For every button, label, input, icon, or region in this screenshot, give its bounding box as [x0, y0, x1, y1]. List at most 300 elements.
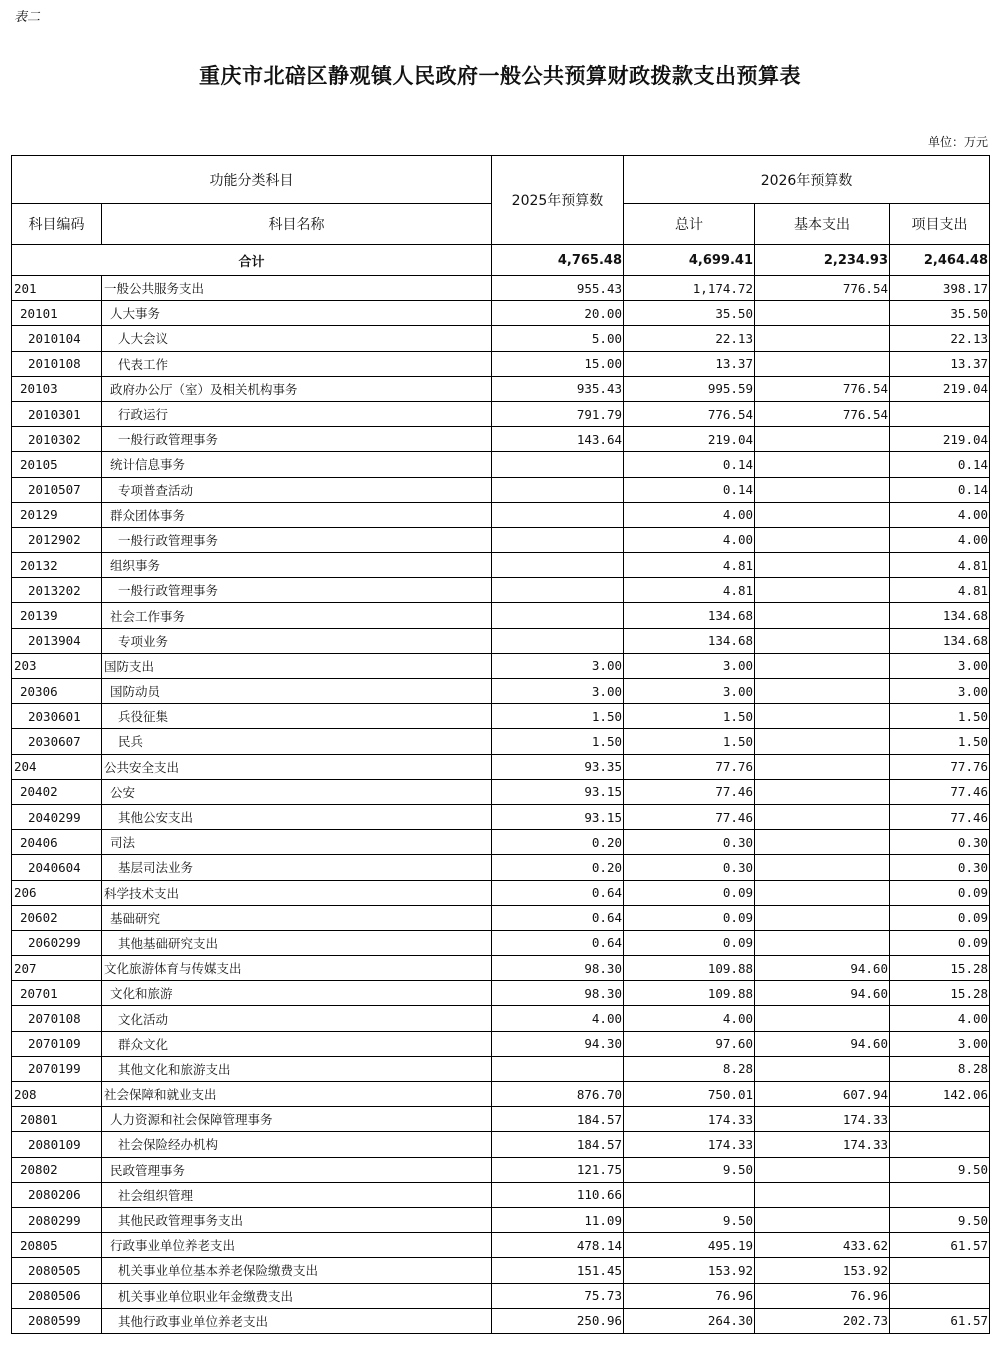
row-b2025: 250.96 [492, 1308, 624, 1333]
row-project: 77.46 [890, 804, 990, 829]
row-total: 77.46 [624, 779, 755, 804]
row-b2025: 98.30 [492, 981, 624, 1006]
row-total: 22.13 [624, 326, 755, 351]
row-name: 统计信息事务 [102, 452, 492, 477]
row-code: 2010301 [12, 401, 102, 426]
row-project: 142.06 [890, 1082, 990, 1107]
row-code: 2080206 [12, 1182, 102, 1207]
row-total: 4.00 [624, 1006, 755, 1031]
table-row [12, 779, 990, 804]
table-row [12, 754, 990, 779]
table-row [12, 855, 990, 880]
row-name: 行政事业单位养老支出 [102, 1233, 492, 1258]
row-code: 2030601 [12, 704, 102, 729]
row-b2025: 98.30 [492, 956, 624, 981]
row-basic [755, 754, 890, 779]
row-code: 20101 [12, 301, 102, 326]
row-total: 35.50 [624, 301, 755, 326]
header-budget-2025: 2025年预算数 [492, 156, 624, 245]
row-basic [755, 679, 890, 704]
header-code: 科目编码 [12, 204, 102, 245]
row-name: 行政运行 [102, 401, 492, 426]
table-row [12, 1056, 990, 1081]
row-basic [755, 1207, 890, 1232]
row-b2025: 955.43 [492, 276, 624, 301]
row-b2025: 0.20 [492, 855, 624, 880]
row-total: 109.88 [624, 981, 755, 1006]
row-code: 20103 [12, 376, 102, 401]
row-basic [755, 905, 890, 930]
table-row [12, 830, 990, 855]
row-code: 20129 [12, 502, 102, 527]
table-row [12, 527, 990, 552]
row-code: 2010108 [12, 351, 102, 376]
row-name: 公安 [102, 779, 492, 804]
row-project: 9.50 [890, 1207, 990, 1232]
row-basic: 776.54 [755, 376, 890, 401]
row-basic: 174.33 [755, 1132, 890, 1157]
row-b2025: 5.00 [492, 326, 624, 351]
table-row [12, 452, 990, 477]
row-b2025: 3.00 [492, 653, 624, 678]
row-name: 文化活动 [102, 1006, 492, 1031]
row-total: 134.68 [624, 628, 755, 653]
total-row [12, 245, 990, 276]
row-total: 1.50 [624, 729, 755, 754]
table-row [12, 477, 990, 502]
row-total: 174.33 [624, 1132, 755, 1157]
row-basic [755, 704, 890, 729]
row-basic: 202.73 [755, 1308, 890, 1333]
row-total [624, 1182, 755, 1207]
row-b2025 [492, 603, 624, 628]
table-tag: 表二 [14, 10, 41, 25]
row-code: 2070199 [12, 1056, 102, 1081]
row-project: 0.09 [890, 880, 990, 905]
table-row [12, 603, 990, 628]
table-row [12, 729, 990, 754]
row-basic [755, 628, 890, 653]
table-row [12, 351, 990, 376]
table-row [12, 1082, 990, 1107]
row-total: 264.30 [624, 1308, 755, 1333]
row-basic [755, 452, 890, 477]
row-b2025: 121.75 [492, 1157, 624, 1182]
row-b2025: 876.70 [492, 1082, 624, 1107]
table-row [12, 401, 990, 426]
row-name: 基层司法业务 [102, 855, 492, 880]
header-basic: 基本支出 [755, 204, 890, 245]
row-code: 207 [12, 956, 102, 981]
row-b2025 [492, 477, 624, 502]
budget-table [11, 155, 990, 1334]
row-b2025: 94.30 [492, 1031, 624, 1056]
table-row [12, 553, 990, 578]
row-b2025: 93.15 [492, 804, 624, 829]
row-name: 政府办公厅（室）及相关机构事务 [102, 376, 492, 401]
table-row [12, 276, 990, 301]
total-project: 2,464.48 [890, 245, 990, 276]
row-total: 8.28 [624, 1056, 755, 1081]
row-code: 2030607 [12, 729, 102, 754]
table-row [12, 376, 990, 401]
row-code: 2060299 [12, 930, 102, 955]
table-row [12, 1308, 990, 1333]
row-code: 2040299 [12, 804, 102, 829]
row-project: 9.50 [890, 1157, 990, 1182]
row-project: 1.50 [890, 729, 990, 754]
row-basic [755, 578, 890, 603]
row-name: 社会组织管理 [102, 1182, 492, 1207]
row-name: 民政管理事务 [102, 1157, 492, 1182]
row-total: 174.33 [624, 1107, 755, 1132]
row-b2025: 0.64 [492, 880, 624, 905]
row-basic [755, 804, 890, 829]
row-total: 0.14 [624, 477, 755, 502]
row-total: 77.46 [624, 804, 755, 829]
row-b2025: 151.45 [492, 1258, 624, 1283]
row-basic: 76.96 [755, 1283, 890, 1308]
row-code: 20105 [12, 452, 102, 477]
row-total: 3.00 [624, 679, 755, 704]
table-row [12, 804, 990, 829]
table-row [12, 1107, 990, 1132]
row-name: 民兵 [102, 729, 492, 754]
row-code: 201 [12, 276, 102, 301]
row-code: 20805 [12, 1233, 102, 1258]
row-name: 社会工作事务 [102, 603, 492, 628]
row-code: 2070108 [12, 1006, 102, 1031]
row-project: 15.28 [890, 981, 990, 1006]
row-basic [755, 502, 890, 527]
row-name: 兵役征集 [102, 704, 492, 729]
row-code: 2010507 [12, 477, 102, 502]
row-total: 0.09 [624, 905, 755, 930]
row-basic [755, 653, 890, 678]
page-title: 重庆市北碚区静观镇人民政府一般公共预算财政拨款支出预算表 [199, 63, 801, 88]
row-basic: 174.33 [755, 1107, 890, 1132]
row-b2025 [492, 527, 624, 552]
row-code: 203 [12, 653, 102, 678]
row-code: 2080109 [12, 1132, 102, 1157]
row-basic [755, 779, 890, 804]
row-b2025 [492, 502, 624, 527]
row-b2025: 184.57 [492, 1107, 624, 1132]
row-project: 13.37 [890, 351, 990, 376]
table-row [12, 628, 990, 653]
header-category: 功能分类科目 [12, 156, 492, 204]
row-name: 机关事业单位基本养老保险缴费支出 [102, 1258, 492, 1283]
row-basic [755, 527, 890, 552]
row-basic [755, 1056, 890, 1081]
row-project: 219.04 [890, 427, 990, 452]
row-total: 1.50 [624, 704, 755, 729]
row-total: 0.09 [624, 930, 755, 955]
row-b2025: 75.73 [492, 1283, 624, 1308]
row-name: 国防动员 [102, 679, 492, 704]
table-row [12, 1283, 990, 1308]
row-name: 其他行政事业单位养老支出 [102, 1308, 492, 1333]
row-name: 机关事业单位职业年金缴费支出 [102, 1283, 492, 1308]
row-total: 109.88 [624, 956, 755, 981]
row-basic: 94.60 [755, 956, 890, 981]
row-project: 398.17 [890, 276, 990, 301]
row-basic: 94.60 [755, 1031, 890, 1056]
row-project: 1.50 [890, 704, 990, 729]
row-name: 一般行政管理事务 [102, 527, 492, 552]
table-row [12, 1132, 990, 1157]
row-project [890, 1182, 990, 1207]
row-code: 20132 [12, 553, 102, 578]
row-b2025: 143.64 [492, 427, 624, 452]
table-row [12, 653, 990, 678]
total-label: 合计 [12, 245, 492, 276]
row-name: 一般行政管理事务 [102, 427, 492, 452]
row-b2025 [492, 1056, 624, 1081]
total-b2025: 4,765.48 [492, 245, 624, 276]
row-b2025: 791.79 [492, 401, 624, 426]
row-code: 204 [12, 754, 102, 779]
row-total: 13.37 [624, 351, 755, 376]
table-row [12, 1031, 990, 1056]
row-total: 76.96 [624, 1283, 755, 1308]
table-row [12, 427, 990, 452]
row-basic: 607.94 [755, 1082, 890, 1107]
row-b2025: 1.50 [492, 729, 624, 754]
row-total: 77.76 [624, 754, 755, 779]
row-code: 20701 [12, 981, 102, 1006]
table-row [12, 956, 990, 981]
row-project: 3.00 [890, 653, 990, 678]
row-project: 15.28 [890, 956, 990, 981]
row-project: 0.14 [890, 477, 990, 502]
row-project: 0.30 [890, 830, 990, 855]
row-code: 20802 [12, 1157, 102, 1182]
row-name: 社会保险经办机构 [102, 1132, 492, 1157]
row-basic [755, 301, 890, 326]
row-total: 9.50 [624, 1157, 755, 1182]
row-total: 4.81 [624, 578, 755, 603]
row-project: 134.68 [890, 603, 990, 628]
row-name: 科学技术支出 [102, 880, 492, 905]
row-project: 219.04 [890, 376, 990, 401]
total-total: 4,699.41 [624, 245, 755, 276]
row-b2025: 1.50 [492, 704, 624, 729]
row-code: 2013202 [12, 578, 102, 603]
row-name: 司法 [102, 830, 492, 855]
row-total: 219.04 [624, 427, 755, 452]
row-project: 35.50 [890, 301, 990, 326]
row-b2025: 93.15 [492, 779, 624, 804]
row-code: 2080506 [12, 1283, 102, 1308]
row-basic: 776.54 [755, 276, 890, 301]
row-b2025: 20.00 [492, 301, 624, 326]
row-project: 0.09 [890, 930, 990, 955]
table-row [12, 326, 990, 351]
row-code: 20801 [12, 1107, 102, 1132]
table-row [12, 1157, 990, 1182]
header-name: 科目名称 [102, 204, 492, 245]
table-row [12, 1207, 990, 1232]
row-project: 4.00 [890, 1006, 990, 1031]
row-basic [755, 855, 890, 880]
row-code: 2012902 [12, 527, 102, 552]
row-project [890, 1132, 990, 1157]
header-budget-2026: 2026年预算数 [624, 156, 990, 204]
row-name: 组织事务 [102, 553, 492, 578]
row-name: 群众团体事务 [102, 502, 492, 527]
row-b2025: 0.64 [492, 930, 624, 955]
row-name: 代表工作 [102, 351, 492, 376]
row-total: 0.14 [624, 452, 755, 477]
row-name: 一般行政管理事务 [102, 578, 492, 603]
row-project: 77.46 [890, 779, 990, 804]
row-project: 77.76 [890, 754, 990, 779]
table-row [12, 502, 990, 527]
row-total: 776.54 [624, 401, 755, 426]
row-total: 4.00 [624, 527, 755, 552]
row-basic: 433.62 [755, 1233, 890, 1258]
header-project: 项目支出 [890, 204, 990, 245]
row-b2025: 0.64 [492, 905, 624, 930]
row-name: 公共安全支出 [102, 754, 492, 779]
row-name: 其他基础研究支出 [102, 930, 492, 955]
row-total: 0.09 [624, 880, 755, 905]
row-code: 2080599 [12, 1308, 102, 1333]
row-project: 0.30 [890, 855, 990, 880]
row-basic [755, 1157, 890, 1182]
row-code: 208 [12, 1082, 102, 1107]
row-name: 人大会议 [102, 326, 492, 351]
row-basic [755, 603, 890, 628]
row-b2025 [492, 452, 624, 477]
row-project: 0.09 [890, 905, 990, 930]
table-row [12, 1258, 990, 1283]
row-b2025: 184.57 [492, 1132, 624, 1157]
table-row [12, 981, 990, 1006]
table-row [12, 1006, 990, 1031]
row-project: 0.14 [890, 452, 990, 477]
row-b2025: 0.20 [492, 830, 624, 855]
row-code: 2080505 [12, 1258, 102, 1283]
row-basic: 153.92 [755, 1258, 890, 1283]
row-name: 其他文化和旅游支出 [102, 1056, 492, 1081]
row-code: 2010104 [12, 326, 102, 351]
row-name: 国防支出 [102, 653, 492, 678]
row-code: 20406 [12, 830, 102, 855]
row-total: 153.92 [624, 1258, 755, 1283]
row-basic [755, 427, 890, 452]
row-name: 社会保障和就业支出 [102, 1082, 492, 1107]
row-b2025 [492, 628, 624, 653]
row-project: 3.00 [890, 1031, 990, 1056]
row-project: 134.68 [890, 628, 990, 653]
table-row [12, 1182, 990, 1207]
row-name: 其他民政管理事务支出 [102, 1207, 492, 1232]
table-row [12, 1233, 990, 1258]
row-basic [755, 880, 890, 905]
row-total: 9.50 [624, 1207, 755, 1232]
row-project [890, 1107, 990, 1132]
row-name: 专项业务 [102, 628, 492, 653]
row-b2025: 3.00 [492, 679, 624, 704]
row-name: 文化和旅游 [102, 981, 492, 1006]
header-total: 总计 [624, 204, 755, 245]
row-project [890, 1258, 990, 1283]
row-code: 20306 [12, 679, 102, 704]
row-total: 134.68 [624, 603, 755, 628]
row-project: 61.57 [890, 1308, 990, 1333]
row-b2025: 478.14 [492, 1233, 624, 1258]
row-name: 群众文化 [102, 1031, 492, 1056]
row-project: 3.00 [890, 679, 990, 704]
row-total: 995.59 [624, 376, 755, 401]
row-basic: 776.54 [755, 401, 890, 426]
row-project: 4.81 [890, 553, 990, 578]
row-name: 文化旅游体育与传媒支出 [102, 956, 492, 981]
row-b2025 [492, 578, 624, 603]
row-basic: 94.60 [755, 981, 890, 1006]
table-row [12, 704, 990, 729]
table-row [12, 880, 990, 905]
row-code: 2010302 [12, 427, 102, 452]
row-b2025: 93.35 [492, 754, 624, 779]
row-project: 4.00 [890, 527, 990, 552]
row-code: 20402 [12, 779, 102, 804]
row-code: 206 [12, 880, 102, 905]
table-row [12, 905, 990, 930]
row-name: 人力资源和社会保障管理事务 [102, 1107, 492, 1132]
row-total: 4.00 [624, 502, 755, 527]
row-total: 1,174.72 [624, 276, 755, 301]
table-row [12, 301, 990, 326]
row-total: 495.19 [624, 1233, 755, 1258]
row-code: 20139 [12, 603, 102, 628]
row-basic [755, 326, 890, 351]
row-basic [755, 930, 890, 955]
row-project: 22.13 [890, 326, 990, 351]
table-row [12, 679, 990, 704]
row-total: 0.30 [624, 830, 755, 855]
row-name: 基础研究 [102, 905, 492, 930]
row-basic [755, 477, 890, 502]
row-project: 4.81 [890, 578, 990, 603]
total-basic: 2,234.93 [755, 245, 890, 276]
row-basic [755, 1006, 890, 1031]
row-b2025: 110.66 [492, 1182, 624, 1207]
row-project [890, 401, 990, 426]
row-name: 人大事务 [102, 301, 492, 326]
row-code: 2080299 [12, 1207, 102, 1232]
row-basic [755, 1182, 890, 1207]
table-row [12, 930, 990, 955]
row-name: 一般公共服务支出 [102, 276, 492, 301]
row-project: 4.00 [890, 502, 990, 527]
row-b2025: 11.09 [492, 1207, 624, 1232]
table-row [12, 578, 990, 603]
row-project: 61.57 [890, 1233, 990, 1258]
row-project [890, 1283, 990, 1308]
row-total: 97.60 [624, 1031, 755, 1056]
row-code: 2040604 [12, 855, 102, 880]
row-total: 3.00 [624, 653, 755, 678]
row-total: 750.01 [624, 1082, 755, 1107]
unit-label: 单位：万元 [927, 135, 988, 149]
row-total: 0.30 [624, 855, 755, 880]
row-project: 8.28 [890, 1056, 990, 1081]
row-code: 2070109 [12, 1031, 102, 1056]
row-name: 专项普查活动 [102, 477, 492, 502]
